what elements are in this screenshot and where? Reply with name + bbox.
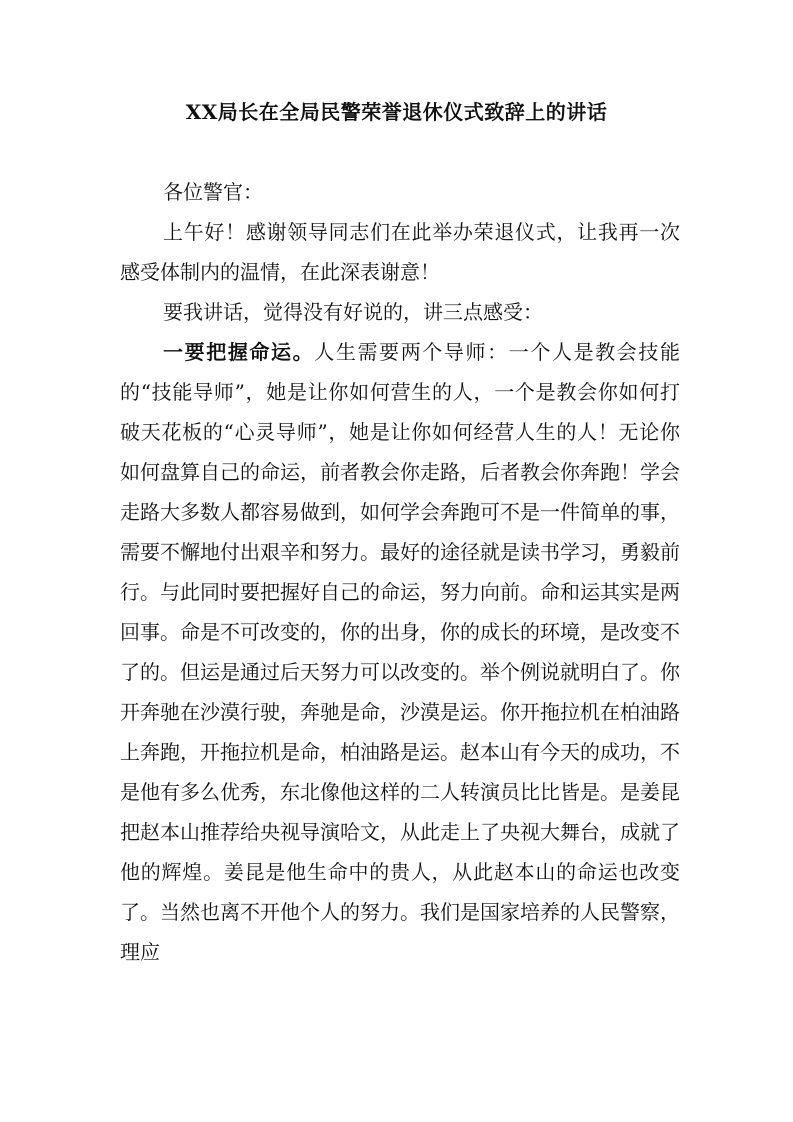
paragraph-intro: 要我讲话，觉得没有好说的，讲三点感受： — [163, 300, 543, 324]
salutation: 各位警官： — [163, 180, 263, 204]
paragraph-point-one — [120, 332, 680, 972]
point-one-heading: 一要把握命运。 — [163, 340, 315, 364]
document-body — [120, 172, 680, 972]
paragraph-greeting: 上午好！感谢领导同志们在此举办荣退仪式，让我再一次感受体制内的温情，在此深表谢意！ — [120, 220, 680, 284]
document-title: XX局长在全局民警荣誉退休仪式致辞上的讲话 — [185, 100, 608, 124]
point-one-text: 人生需要两个导师：一个人是教会技能的“技能导师”，她是让你如何营生的人，一个是教会你如何打破天花板的“心灵导师”，她是让你如何经营人生的人！无论你如何盘算自己的命运，前者教会你走路，后者教会你奔跑！学会走路大多数人都容易做到，如何学会奔跑可不是一件简单的事，需要不懈地付出艰辛和努力。最好的途径就是读书学习，勇毅前行。与此同时要把握好自己的命运，努力向前。命和运其实是两回事。命是不可改变的，你的出身，你的成长的环境，是改变不了的。但运是通过后天努力可以改变的。举个例说就明白了。你开奔驰在沙漠行驶，奔驰是命，沙漠是运。你开拖拉机在柏油路上奔跑，开拖拉机是命，柏油路是运。赵本山有今天的成功，不是他有多么优秀，东北像他这样的二人转演员比比皆是。是姜昆把赵本山推荐给央视导演哈文，从此走上了央视大舞台，成就了他的辉煌。姜昆是他生命中的贵人，从此赵本山的命运也改变了。当然也离不开他个人的努力。我们是国家培养的人民警察，理应 — [120, 340, 681, 964]
